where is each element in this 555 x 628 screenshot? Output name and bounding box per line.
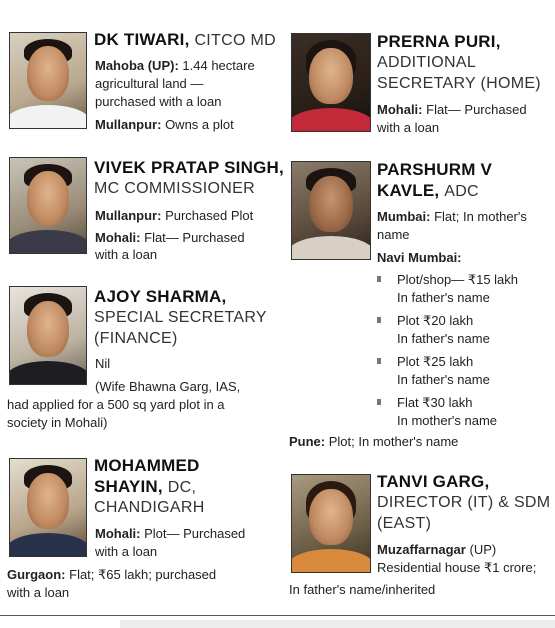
asset-line xyxy=(95,57,255,74)
list-item-detail: In father's name xyxy=(397,290,490,305)
role-text: DIRECTOR (IT) & SDM xyxy=(377,494,551,511)
photo-shoulders xyxy=(9,105,87,129)
asset-text: Flat— Purchased xyxy=(144,230,245,245)
photo-shoulders xyxy=(291,549,371,573)
photo-face xyxy=(309,489,353,545)
person-name-line2 xyxy=(377,181,479,202)
photo-mohammed-shayin xyxy=(9,458,87,557)
role-text: ADDITIONAL xyxy=(377,54,477,71)
role-text: DC, xyxy=(167,479,197,496)
role-text: (FINANCE) xyxy=(94,330,178,347)
asset-line xyxy=(377,208,527,225)
photo-shoulders xyxy=(9,230,87,254)
photo-parshurm-v-kavle xyxy=(291,161,371,260)
asset-line: agricultural land — xyxy=(95,76,204,91)
photo-ajoy-sharma xyxy=(9,286,87,385)
asset-text: Plot; In mother's name xyxy=(328,434,459,449)
asset-line: society in Mohali) xyxy=(7,415,108,430)
asset-text: Plot— Purchased xyxy=(144,526,246,541)
asset-text: (UP) xyxy=(469,542,497,557)
asset-text: Flat— Purchased xyxy=(426,102,527,117)
photo-shoulders xyxy=(291,108,371,132)
list-item: Plot ₹25 lakh xyxy=(397,354,474,369)
list-item-detail: In father's name xyxy=(397,372,490,387)
person-name: VIVEK PRATAP SINGH, xyxy=(94,158,284,177)
asset-line xyxy=(377,541,496,558)
location-label: Mahoba (UP): xyxy=(95,58,179,73)
role-text: MC COMMISSIONER xyxy=(94,180,255,197)
bullet-marker xyxy=(377,276,381,282)
name-text: DK TIWARI, xyxy=(94,30,190,49)
location-label: Pune: xyxy=(289,434,326,449)
photo-vivek-pratap-singh xyxy=(9,157,87,254)
asset-line: In father's name/inherited xyxy=(289,582,436,597)
asset-line xyxy=(377,101,527,118)
asset-line: with a loan xyxy=(95,247,158,262)
role-text: (EAST) xyxy=(377,515,432,532)
asset-line: with a loan xyxy=(377,120,440,135)
person-name: TANVI GARG, xyxy=(377,472,490,491)
name-text: KAVLE, xyxy=(377,181,440,200)
photo-face xyxy=(27,473,70,529)
role-text: SPECIAL SECRETARY xyxy=(94,309,267,326)
person-name: AJOY SHARMA, xyxy=(94,287,227,306)
asset-line: Residential house ₹1 crore; xyxy=(377,560,537,575)
person-name: PRERNA PURI, xyxy=(377,32,501,51)
location-label: Navi Mumbai: xyxy=(377,250,462,265)
photo-shoulders xyxy=(291,236,371,260)
asset-line: (Wife Bhawna Garg, IAS, xyxy=(95,379,241,394)
photo-shoulders xyxy=(9,533,87,557)
location-label: Mohali: xyxy=(377,102,423,117)
location-label: Muzaffarnagar xyxy=(377,542,466,557)
asset-line xyxy=(95,207,253,224)
asset-line: with a loan xyxy=(7,585,70,600)
name-text: SHAYIN, xyxy=(94,477,163,496)
photo-tanvi-garg xyxy=(291,474,371,573)
photo-face xyxy=(27,46,70,101)
person-name xyxy=(94,30,276,51)
location-label: Mullanpur: xyxy=(95,208,162,223)
role-text: CITCO MD xyxy=(194,32,276,49)
list-item-detail: In mother's name xyxy=(397,413,498,428)
photo-face xyxy=(309,48,353,104)
photo-shoulders xyxy=(9,361,87,385)
role-text: ADC xyxy=(444,183,479,200)
list-item: Flat ₹30 lakh xyxy=(397,395,473,410)
role-text: SECRETARY (HOME) xyxy=(377,75,541,92)
location-label: Mohali: xyxy=(95,230,141,245)
bottom-rule xyxy=(0,615,555,616)
asset-line xyxy=(95,525,245,542)
list-item: Plot ₹20 lakh xyxy=(397,313,474,328)
photo-dk-tiwari xyxy=(9,32,87,129)
asset-line: name xyxy=(377,227,410,242)
location-label: Mumbai: xyxy=(377,209,431,224)
asset-line xyxy=(95,116,234,133)
list-item-detail: In father's name xyxy=(397,331,490,346)
asset-line: purchased with a loan xyxy=(95,94,222,109)
asset-text: 1.44 hectare xyxy=(182,58,255,73)
photo-face xyxy=(27,301,70,357)
location-label: Mullanpur: xyxy=(95,117,162,132)
asset-line xyxy=(95,229,245,246)
asset-text: Owns a plot xyxy=(165,117,234,132)
asset-text: Purchased Plot xyxy=(165,208,254,223)
asset-line xyxy=(289,433,458,450)
asset-text: Flat; In mother's xyxy=(434,209,527,224)
asset-line: Nil xyxy=(95,356,111,371)
bullet-marker xyxy=(377,399,381,405)
photo-face xyxy=(309,176,353,232)
location-label: Gurgaon: xyxy=(7,567,66,582)
person-name: MOHAMMED xyxy=(94,456,200,475)
person-name-line2 xyxy=(94,477,196,498)
person-name: PARSHURM V xyxy=(377,160,493,179)
asset-text: Flat; ₹65 lakh; purchased xyxy=(69,567,217,582)
asset-line xyxy=(7,566,216,583)
asset-line: with a loan xyxy=(95,544,158,559)
asset-line: had applied for a 500 sq yard plot in a xyxy=(7,397,225,412)
bullet-marker xyxy=(377,358,381,364)
photo-face xyxy=(27,171,70,226)
list-item: Plot/shop— ₹15 lakh xyxy=(397,272,519,287)
role-text: CHANDIGARH xyxy=(94,499,205,516)
bottom-band xyxy=(120,620,555,628)
location-label: Mohali: xyxy=(95,526,141,541)
bullet-marker xyxy=(377,317,381,323)
photo-prerna-puri xyxy=(291,33,371,132)
